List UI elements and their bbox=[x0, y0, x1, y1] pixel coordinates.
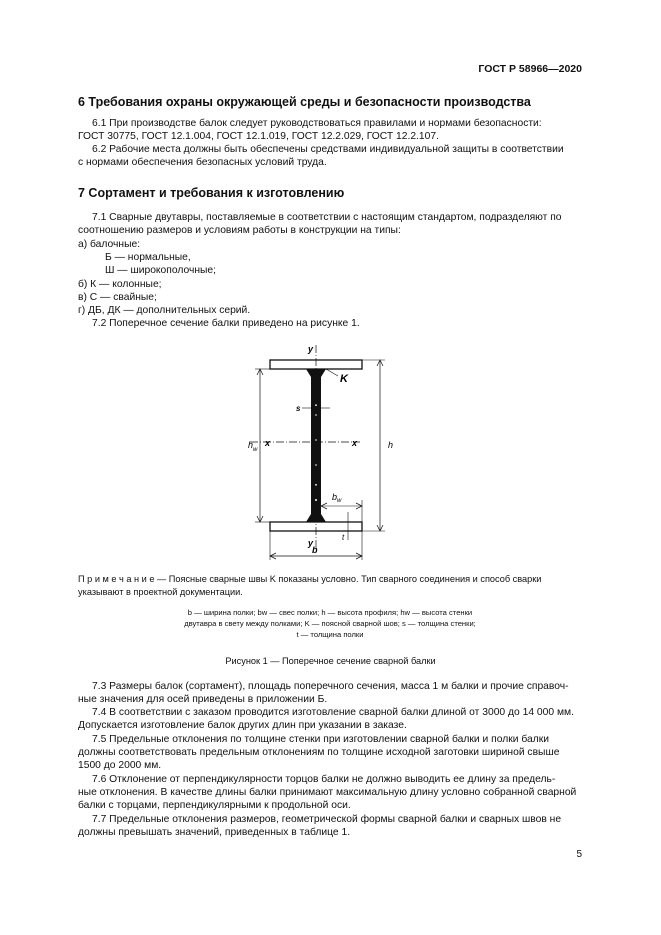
para-6-2-line1: 6.2 Рабочие места должны быть обеспечены средствами индивидуальной защиты в соответствии bbox=[92, 144, 564, 155]
list-item-g: г) ДБ, ДК — дополнительных серий. bbox=[78, 305, 251, 316]
para-7-1-line2: соотношению размеров и условиям работы в конструкции на типы: bbox=[78, 225, 401, 236]
label-y-top: y bbox=[308, 344, 314, 354]
para-7-3-line2: ные значения для осей приведены в приложении Б. bbox=[78, 694, 328, 705]
para-7-6-line2: ные отклонения. В качестве длины балки принимают максимальную длину условно собранной сварной bbox=[78, 787, 577, 798]
label-hw-sub: w bbox=[253, 447, 258, 453]
note-line2: указывают в проектной документации. bbox=[78, 587, 243, 597]
para-7-5-line1: 7.5 Предельные отклонения по толщине стенки при изготовлении сварной балки и полки балки bbox=[92, 734, 549, 745]
para-7-2: 7.2 Поперечное сечение балки приведено на рисунке 1. bbox=[92, 318, 360, 329]
document-id: ГОСТ Р 58966—2020 bbox=[478, 63, 582, 75]
label-x-right: x bbox=[352, 438, 358, 448]
label-y-bottom: y bbox=[308, 538, 314, 548]
weld-top-right bbox=[321, 369, 326, 377]
note-line1: Поясные сварные швы K показаны условно. Тип сварного соединения и способ сварки bbox=[168, 574, 542, 584]
label-bw: b bbox=[332, 492, 338, 502]
figure-note bbox=[78, 573, 583, 586]
weld-bottom-right bbox=[321, 514, 326, 522]
para-7-3-line1: 7.3 Размеры балок (сортамент), площадь поперечного сечения, масса 1 м балки и прочие справоч- bbox=[92, 681, 569, 692]
list-item-a-b: Б — нормальные, bbox=[105, 252, 191, 263]
para-7-4-line2: Допускается изготовление балок других длин при указании в заказе. bbox=[78, 720, 407, 731]
page-number: 5 bbox=[576, 849, 582, 860]
para-6-1-line1: 6.1 При производстве балок следует руководствоваться правилами и нормами безопасности: bbox=[92, 118, 542, 129]
note-prefix: П р и м е ч а н и е — bbox=[78, 574, 167, 584]
label-h: h bbox=[388, 440, 394, 450]
list-item-a: а) балочные: bbox=[78, 239, 141, 250]
figure-caption: Рисунок 1 — Поперечное сечение сварной балки bbox=[225, 656, 436, 666]
label-bw-sub: w bbox=[337, 498, 342, 504]
legend-line1: b — ширина полки; bw — свес полки; h — высота профиля; hw — высота стенки bbox=[187, 608, 473, 617]
section-6-title: 6 Требования охраны окружающей среды и безопасности производства bbox=[78, 95, 531, 109]
para-7-7-line1: 7.7 Предельные отклонения размеров, геометрической формы сварной балки и сварных швов не bbox=[92, 814, 562, 825]
list-item-v: в) С — свайные; bbox=[78, 292, 157, 303]
weld-bottom-left bbox=[306, 514, 311, 522]
list-item-b: б) К — колонные; bbox=[78, 279, 162, 290]
para-7-6-line3: балки с торцами, перпендикулярными к продольной оси. bbox=[78, 800, 351, 811]
k-leader bbox=[326, 369, 338, 376]
para-7-4-line1: 7.4 В соответствии с заказом проводится изготовление сварной балки длиной от 3000 до 14 000 мм. bbox=[92, 707, 574, 718]
section-7-title: 7 Сортамент и требования к изготовлению bbox=[78, 186, 345, 200]
para-7-5-line2: должны соответствовать предельным отклонениям по толщине исходной заготовки шириной свыше bbox=[78, 747, 560, 758]
weld-top-left bbox=[306, 369, 311, 377]
label-hw: h bbox=[248, 440, 254, 450]
legend-line3: t — толщина полки bbox=[296, 630, 364, 639]
para-7-7-line2: должны превышать значений, приведенных в таблице 1. bbox=[78, 827, 351, 838]
label-k: K bbox=[340, 373, 348, 385]
beam-cross-section-figure bbox=[230, 340, 400, 560]
para-6-2-line2: с нормами обеспечения безопасных условий труда. bbox=[78, 157, 327, 168]
para-6-1-line2: ГОСТ 30775, ГОСТ 12.1.004, ГОСТ 12.1.019, ГОСТ 12.2.029, ГОСТ 12.2.107. bbox=[78, 131, 439, 142]
label-t: t bbox=[342, 533, 345, 542]
para-7-6-line1: 7.6 Отклонение от перпендикулярности торцов балки не должно выводить ее длину за предель- bbox=[92, 774, 556, 785]
para-7-5-line3: 1500 до 2000 мм. bbox=[78, 760, 162, 771]
list-item-a-sh: Ш — широкополочные; bbox=[105, 265, 217, 276]
label-b: b bbox=[312, 545, 318, 555]
legend-line2: двутавра в свету между полками; K — поясной сварной шов; s — толщина стенки; bbox=[184, 619, 476, 628]
label-s: s bbox=[296, 404, 301, 413]
para-7-1-line1: 7.1 Сварные двутавры, поставляемые в соответствии с настоящим стандартом, подразделяют по bbox=[92, 212, 562, 223]
label-x-left: x bbox=[265, 438, 271, 448]
